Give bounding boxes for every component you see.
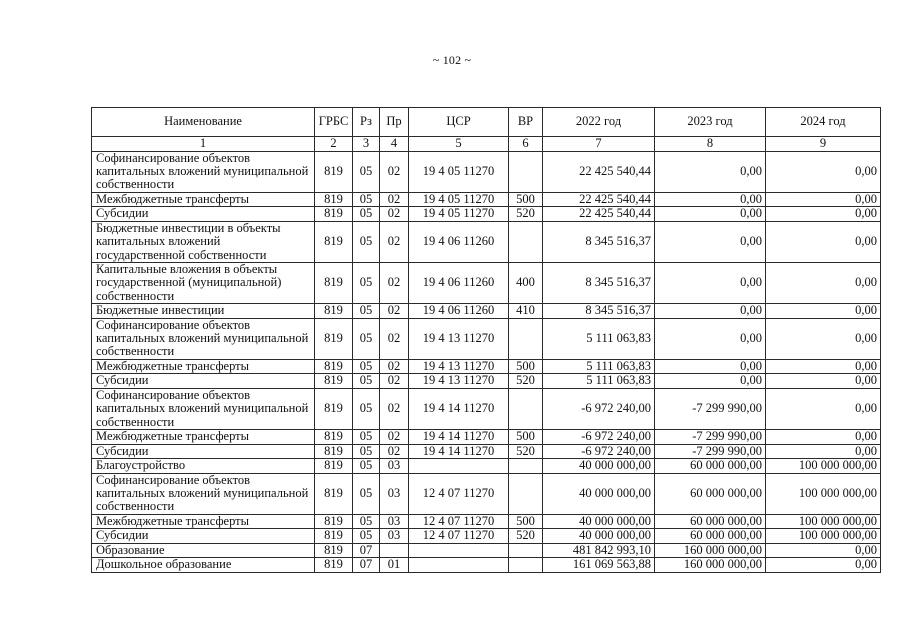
row-amount-2024: 0,00 (766, 543, 881, 558)
row-amount-2023: 0,00 (655, 374, 766, 389)
row-vr (509, 543, 543, 558)
row-amount-2023: 0,00 (655, 207, 766, 222)
row-csr (409, 459, 509, 474)
row-amount-2024: 0,00 (766, 151, 881, 192)
row-vr: 500 (509, 192, 543, 207)
row-csr: 19 4 13 11270 (409, 359, 509, 374)
row-amount-2022: 8 345 516,37 (543, 221, 655, 262)
row-csr: 12 4 07 11270 (409, 514, 509, 529)
row-name: Субсидии (92, 444, 315, 459)
row-grbs: 819 (315, 318, 353, 359)
row-amount-2024: 100 000 000,00 (766, 473, 881, 514)
header-name: Наименование (92, 108, 315, 137)
header-rz: Рз (353, 108, 380, 137)
row-amount-2023: 0,00 (655, 262, 766, 303)
column-number: 8 (655, 137, 766, 152)
row-vr: 520 (509, 207, 543, 222)
row-amount-2023: 60 000 000,00 (655, 473, 766, 514)
table-row (92, 207, 881, 222)
header-pr: Пр (380, 108, 409, 137)
row-pr: 03 (380, 514, 409, 529)
row-vr: 520 (509, 444, 543, 459)
column-number: 9 (766, 137, 881, 152)
header-row (92, 108, 881, 137)
header-grbs: ГРБС (315, 108, 353, 137)
row-name: Субсидии (92, 207, 315, 222)
row-amount-2022: 161 069 563,88 (543, 558, 655, 573)
row-amount-2024: 0,00 (766, 558, 881, 573)
row-amount-2023: 60 000 000,00 (655, 459, 766, 474)
table-row (92, 444, 881, 459)
row-rz: 05 (353, 444, 380, 459)
row-name: Межбюджетные трансферты (92, 359, 315, 374)
row-csr (409, 543, 509, 558)
row-amount-2023: 0,00 (655, 304, 766, 319)
row-csr (409, 558, 509, 573)
row-csr: 19 4 05 11270 (409, 192, 509, 207)
table-row (92, 318, 881, 359)
row-rz: 05 (353, 430, 380, 445)
row-name: Межбюджетные трансферты (92, 192, 315, 207)
row-amount-2024: 0,00 (766, 192, 881, 207)
row-vr: 410 (509, 304, 543, 319)
row-csr: 19 4 06 11260 (409, 262, 509, 303)
row-vr: 500 (509, 359, 543, 374)
row-amount-2024: 0,00 (766, 262, 881, 303)
row-vr: 520 (509, 529, 543, 544)
row-pr: 02 (380, 304, 409, 319)
row-pr: 02 (380, 318, 409, 359)
row-amount-2024: 0,00 (766, 359, 881, 374)
row-grbs: 819 (315, 430, 353, 445)
row-pr: 02 (380, 151, 409, 192)
row-rz: 05 (353, 207, 380, 222)
table-body (92, 151, 881, 572)
row-amount-2023: 0,00 (655, 318, 766, 359)
row-rz: 07 (353, 558, 380, 573)
row-rz: 07 (353, 543, 380, 558)
row-pr: 02 (380, 221, 409, 262)
row-amount-2024: 0,00 (766, 374, 881, 389)
row-grbs: 819 (315, 444, 353, 459)
row-csr: 12 4 07 11270 (409, 529, 509, 544)
row-csr: 19 4 14 11270 (409, 444, 509, 459)
row-rz: 05 (353, 374, 380, 389)
row-rz: 05 (353, 318, 380, 359)
row-rz: 05 (353, 151, 380, 192)
row-amount-2024: 100 000 000,00 (766, 459, 881, 474)
row-pr (380, 543, 409, 558)
row-vr: 500 (509, 514, 543, 529)
row-amount-2022: 8 345 516,37 (543, 304, 655, 319)
row-pr: 03 (380, 473, 409, 514)
row-grbs: 819 (315, 473, 353, 514)
row-grbs: 819 (315, 207, 353, 222)
row-amount-2024: 0,00 (766, 388, 881, 429)
row-grbs: 819 (315, 374, 353, 389)
row-rz: 05 (353, 388, 380, 429)
row-grbs: 819 (315, 304, 353, 319)
row-amount-2022: 8 345 516,37 (543, 262, 655, 303)
row-name: Капитальные вложения в объекты государственной (муниципальной) собственности (92, 262, 315, 303)
row-amount-2023: 0,00 (655, 359, 766, 374)
row-rz: 05 (353, 262, 380, 303)
row-amount-2024: 0,00 (766, 430, 881, 445)
row-csr: 12 4 07 11270 (409, 473, 509, 514)
row-vr (509, 459, 543, 474)
row-csr: 19 4 14 11270 (409, 388, 509, 429)
row-rz: 05 (353, 459, 380, 474)
row-amount-2023: 160 000 000,00 (655, 558, 766, 573)
row-pr: 02 (380, 374, 409, 389)
row-amount-2022: 22 425 540,44 (543, 151, 655, 192)
row-rz: 05 (353, 473, 380, 514)
row-pr: 01 (380, 558, 409, 573)
row-grbs: 819 (315, 529, 353, 544)
row-amount-2022: -6 972 240,00 (543, 388, 655, 429)
row-name: Межбюджетные трансферты (92, 514, 315, 529)
header-2023: 2023 год (655, 108, 766, 137)
header-2022: 2022 год (543, 108, 655, 137)
row-amount-2023: -7 299 990,00 (655, 430, 766, 445)
row-amount-2024: 0,00 (766, 318, 881, 359)
row-grbs: 819 (315, 514, 353, 529)
row-grbs: 819 (315, 543, 353, 558)
row-grbs: 819 (315, 192, 353, 207)
row-name: Субсидии (92, 374, 315, 389)
row-csr: 19 4 13 11270 (409, 318, 509, 359)
row-amount-2024: 100 000 000,00 (766, 514, 881, 529)
header-2024: 2024 год (766, 108, 881, 137)
header-vr: ВР (509, 108, 543, 137)
row-vr (509, 221, 543, 262)
row-name: Дошкольное образование (92, 558, 315, 573)
table-row (92, 192, 881, 207)
row-amount-2022: 40 000 000,00 (543, 514, 655, 529)
row-name: Благоустройство (92, 459, 315, 474)
table-row (92, 151, 881, 192)
column-number: 7 (543, 137, 655, 152)
row-vr (509, 558, 543, 573)
row-csr: 19 4 13 11270 (409, 374, 509, 389)
row-grbs: 819 (315, 151, 353, 192)
row-rz: 05 (353, 529, 380, 544)
row-vr (509, 473, 543, 514)
row-grbs: 819 (315, 459, 353, 474)
row-amount-2023: -7 299 990,00 (655, 444, 766, 459)
row-amount-2022: 481 842 993,10 (543, 543, 655, 558)
row-grbs: 819 (315, 359, 353, 374)
row-amount-2022: 40 000 000,00 (543, 529, 655, 544)
row-csr: 19 4 06 11260 (409, 304, 509, 319)
row-name: Софинансирование объектов капитальных вложений муниципальной собственности (92, 318, 315, 359)
row-amount-2022: -6 972 240,00 (543, 444, 655, 459)
row-grbs: 819 (315, 221, 353, 262)
table-row (92, 388, 881, 429)
column-number: 4 (380, 137, 409, 152)
row-vr: 520 (509, 374, 543, 389)
column-number: 6 (509, 137, 543, 152)
row-vr: 400 (509, 262, 543, 303)
row-pr: 02 (380, 388, 409, 429)
row-vr (509, 388, 543, 429)
row-rz: 05 (353, 359, 380, 374)
row-pr: 02 (380, 444, 409, 459)
column-number: 2 (315, 137, 353, 152)
table-row (92, 459, 881, 474)
row-pr: 02 (380, 359, 409, 374)
table-row (92, 374, 881, 389)
row-csr: 19 4 06 11260 (409, 221, 509, 262)
row-amount-2022: 5 111 063,83 (543, 318, 655, 359)
table-row (92, 529, 881, 544)
row-name: Образование (92, 543, 315, 558)
table-row (92, 304, 881, 319)
header-csr: ЦСР (409, 108, 509, 137)
row-name: Межбюджетные трансферты (92, 430, 315, 445)
row-amount-2023: 0,00 (655, 192, 766, 207)
table-row (92, 430, 881, 445)
row-pr: 03 (380, 459, 409, 474)
budget-table (91, 107, 881, 573)
row-amount-2024: 0,00 (766, 444, 881, 459)
row-amount-2023: -7 299 990,00 (655, 388, 766, 429)
row-name: Субсидии (92, 529, 315, 544)
row-rz: 05 (353, 192, 380, 207)
row-name: Бюджетные инвестиции (92, 304, 315, 319)
row-name: Софинансирование объектов капитальных вложений муниципальной собственности (92, 151, 315, 192)
row-csr: 19 4 05 11270 (409, 151, 509, 192)
column-number: 5 (409, 137, 509, 152)
table-row (92, 543, 881, 558)
row-pr: 03 (380, 529, 409, 544)
table-row (92, 558, 881, 573)
row-vr (509, 151, 543, 192)
row-pr: 02 (380, 262, 409, 303)
row-vr: 500 (509, 430, 543, 445)
row-amount-2024: 0,00 (766, 207, 881, 222)
row-amount-2022: 40 000 000,00 (543, 459, 655, 474)
row-rz: 05 (353, 514, 380, 529)
table-row (92, 514, 881, 529)
row-amount-2022: 22 425 540,44 (543, 207, 655, 222)
row-grbs: 819 (315, 262, 353, 303)
column-number: 1 (92, 137, 315, 152)
row-grbs: 819 (315, 388, 353, 429)
table-row (92, 359, 881, 374)
row-amount-2024: 100 000 000,00 (766, 529, 881, 544)
table-row (92, 473, 881, 514)
row-rz: 05 (353, 304, 380, 319)
row-amount-2023: 0,00 (655, 221, 766, 262)
row-amount-2022: 22 425 540,44 (543, 192, 655, 207)
row-vr (509, 318, 543, 359)
row-name: Софинансирование объектов капитальных вложений муниципальной собственности (92, 388, 315, 429)
row-amount-2023: 60 000 000,00 (655, 514, 766, 529)
row-amount-2023: 0,00 (655, 151, 766, 192)
row-pr: 02 (380, 207, 409, 222)
row-csr: 19 4 14 11270 (409, 430, 509, 445)
page-number: ~ 102 ~ (432, 53, 472, 67)
row-amount-2022: -6 972 240,00 (543, 430, 655, 445)
row-pr: 02 (380, 192, 409, 207)
row-amount-2022: 5 111 063,83 (543, 374, 655, 389)
column-number: 3 (353, 137, 380, 152)
row-name: Софинансирование объектов капитальных вложений муниципальной собственности (92, 473, 315, 514)
table-row (92, 221, 881, 262)
row-amount-2022: 5 111 063,83 (543, 359, 655, 374)
table-row (92, 262, 881, 303)
row-csr: 19 4 05 11270 (409, 207, 509, 222)
row-amount-2023: 160 000 000,00 (655, 543, 766, 558)
row-rz: 05 (353, 221, 380, 262)
row-amount-2024: 0,00 (766, 221, 881, 262)
row-amount-2022: 40 000 000,00 (543, 473, 655, 514)
row-pr: 02 (380, 430, 409, 445)
row-amount-2023: 60 000 000,00 (655, 529, 766, 544)
row-amount-2024: 0,00 (766, 304, 881, 319)
row-grbs: 819 (315, 558, 353, 573)
row-name: Бюджетные инвестиции в объекты капитальных вложений государственной собственности (92, 221, 315, 262)
column-number-row (92, 137, 881, 152)
